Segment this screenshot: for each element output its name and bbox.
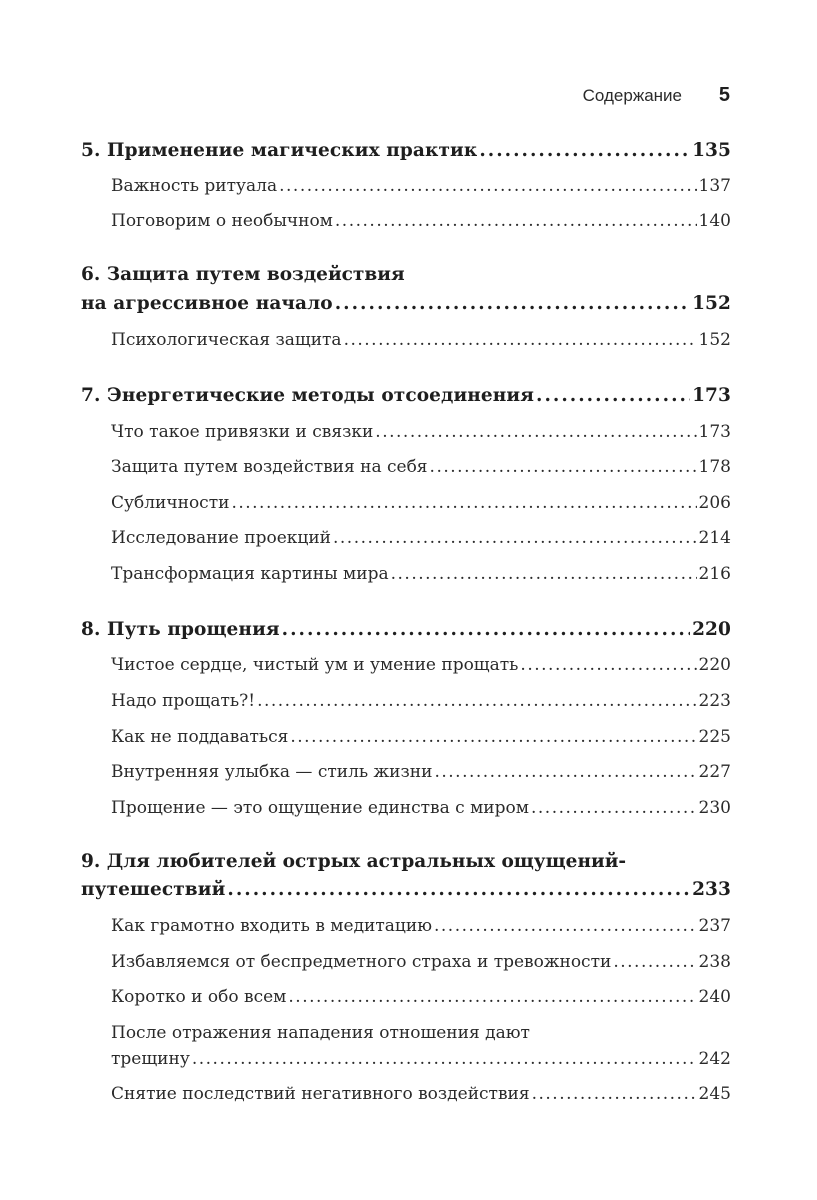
toc-section-title: Исследование проекций bbox=[111, 528, 331, 548]
toc-section-title: Что такое привязки и связки bbox=[111, 422, 374, 442]
dot-leader bbox=[257, 691, 696, 711]
toc-section bbox=[81, 762, 731, 782]
dot-leader bbox=[434, 762, 696, 782]
running-head-title: Содержание bbox=[582, 86, 682, 105]
toc-page-number: 237 bbox=[698, 916, 731, 936]
dot-leader bbox=[344, 330, 697, 350]
toc-section-line1: После отражения нападения отношения дают bbox=[111, 1023, 530, 1043]
toc-page-number: 238 bbox=[698, 952, 731, 972]
dot-leader bbox=[279, 176, 696, 196]
toc-section-title: Защита путем воздействия на себя bbox=[111, 457, 428, 477]
toc-chapter-9-line1: 9. Для любителей острых астральных ощущений- bbox=[81, 851, 627, 872]
dot-leader bbox=[375, 422, 696, 442]
dot-leader bbox=[520, 655, 696, 675]
toc-section-title: Чистое сердце, чистый ум и умение прощать bbox=[111, 655, 519, 675]
toc-section-title: Психологическая защита bbox=[111, 330, 342, 350]
dot-leader bbox=[536, 385, 690, 406]
toc-page-number: 152 bbox=[692, 293, 731, 314]
dot-leader bbox=[192, 1049, 697, 1069]
toc-chapter-8 bbox=[81, 619, 731, 640]
toc-page-number: 225 bbox=[698, 727, 731, 747]
toc-chapter-title: 7. Энергетические методы отсоединения bbox=[81, 385, 535, 406]
toc-chapter-title: 8. Путь прощения bbox=[81, 619, 280, 640]
toc-page-number: 233 bbox=[692, 879, 731, 900]
dot-leader bbox=[227, 879, 690, 900]
dot-leader bbox=[282, 619, 690, 640]
dot-leader bbox=[532, 1084, 697, 1104]
toc-section bbox=[81, 1084, 731, 1104]
dot-leader bbox=[290, 727, 696, 747]
toc-chapter-7 bbox=[81, 385, 731, 406]
dot-leader bbox=[335, 211, 697, 231]
toc-page-number: 173 bbox=[692, 385, 731, 406]
toc-section bbox=[81, 422, 731, 442]
toc-page-number: 135 bbox=[692, 140, 731, 161]
dot-leader bbox=[231, 493, 696, 513]
dot-leader bbox=[333, 528, 697, 548]
toc-section-title: Прощение — это ощущение единства с миром bbox=[111, 798, 529, 818]
toc-section-title: Надо прощать?! bbox=[111, 691, 256, 711]
toc-section-title: Избавляемся от беспредметного страха и тревожности bbox=[111, 952, 612, 972]
toc-chapter-6 bbox=[81, 293, 731, 314]
toc-section bbox=[81, 655, 731, 675]
toc-chapter-9 bbox=[81, 879, 731, 900]
toc-page-number: 245 bbox=[698, 1084, 731, 1104]
toc-section bbox=[81, 330, 731, 350]
toc-chapter-title: на агрессивное начало bbox=[81, 293, 333, 314]
toc-page-number: 216 bbox=[698, 564, 731, 584]
toc-section-title: Как не поддаваться bbox=[111, 727, 289, 747]
toc-section-title: Поговорим о необычном bbox=[111, 211, 333, 231]
toc-chapter-6-line1: 6. Защита путем воздействия bbox=[81, 264, 405, 285]
toc-section-title: Как грамотно входить в медитацию bbox=[111, 916, 432, 936]
toc-section bbox=[81, 691, 731, 711]
toc-page-number: 214 bbox=[698, 528, 731, 548]
toc-page-number: 220 bbox=[692, 619, 731, 640]
toc-chapter-5 bbox=[81, 140, 731, 161]
toc-page-number: 242 bbox=[698, 1049, 731, 1069]
dot-leader bbox=[613, 952, 696, 972]
toc-chapter-title: путешествий bbox=[81, 879, 226, 900]
toc-page-number: 173 bbox=[698, 422, 731, 442]
dot-leader bbox=[479, 140, 690, 161]
dot-leader bbox=[434, 916, 697, 936]
toc-page-number: 223 bbox=[698, 691, 731, 711]
dot-leader bbox=[335, 293, 690, 314]
toc-page-number: 220 bbox=[698, 655, 731, 675]
toc-section bbox=[81, 528, 731, 548]
toc-section bbox=[81, 916, 731, 936]
toc-section bbox=[81, 987, 731, 1007]
toc-page-number: 152 bbox=[698, 330, 731, 350]
toc-section-title: Внутренняя улыбка — стиль жизни bbox=[111, 762, 433, 782]
toc-page-number: 137 bbox=[698, 176, 731, 196]
toc-section bbox=[81, 211, 731, 231]
dot-leader bbox=[430, 457, 697, 477]
toc-page-number: 227 bbox=[698, 762, 731, 782]
toc-section bbox=[81, 798, 731, 818]
toc-section-title: Важность ритуала bbox=[111, 176, 278, 196]
toc-section bbox=[81, 176, 731, 196]
running-head bbox=[560, 84, 730, 108]
toc-page-number: 240 bbox=[698, 987, 731, 1007]
toc-section bbox=[81, 1049, 731, 1069]
toc-page-number: 140 bbox=[698, 211, 731, 231]
toc-section bbox=[81, 952, 731, 972]
dot-leader bbox=[288, 987, 696, 1007]
toc-section-title: трещину bbox=[111, 1049, 190, 1069]
toc-chapter-title: 5. Применение магических практик bbox=[81, 140, 478, 161]
toc-section-title: Субличности bbox=[111, 493, 230, 513]
toc-page-number: 230 bbox=[698, 798, 731, 818]
toc-section bbox=[81, 457, 731, 477]
page-number: 5 bbox=[718, 84, 730, 106]
toc-page-number: 178 bbox=[698, 457, 731, 477]
toc-section-title: Трансформация картины мира bbox=[111, 564, 389, 584]
toc-section bbox=[81, 727, 731, 747]
toc-page-number: 206 bbox=[698, 493, 731, 513]
toc-section-title: Коротко и обо всем bbox=[111, 987, 287, 1007]
dot-leader bbox=[391, 564, 697, 584]
dot-leader bbox=[531, 798, 697, 818]
toc-section bbox=[81, 493, 731, 513]
toc-section bbox=[81, 564, 731, 584]
toc-section-title: Снятие последствий негативного воздействия bbox=[111, 1084, 530, 1104]
